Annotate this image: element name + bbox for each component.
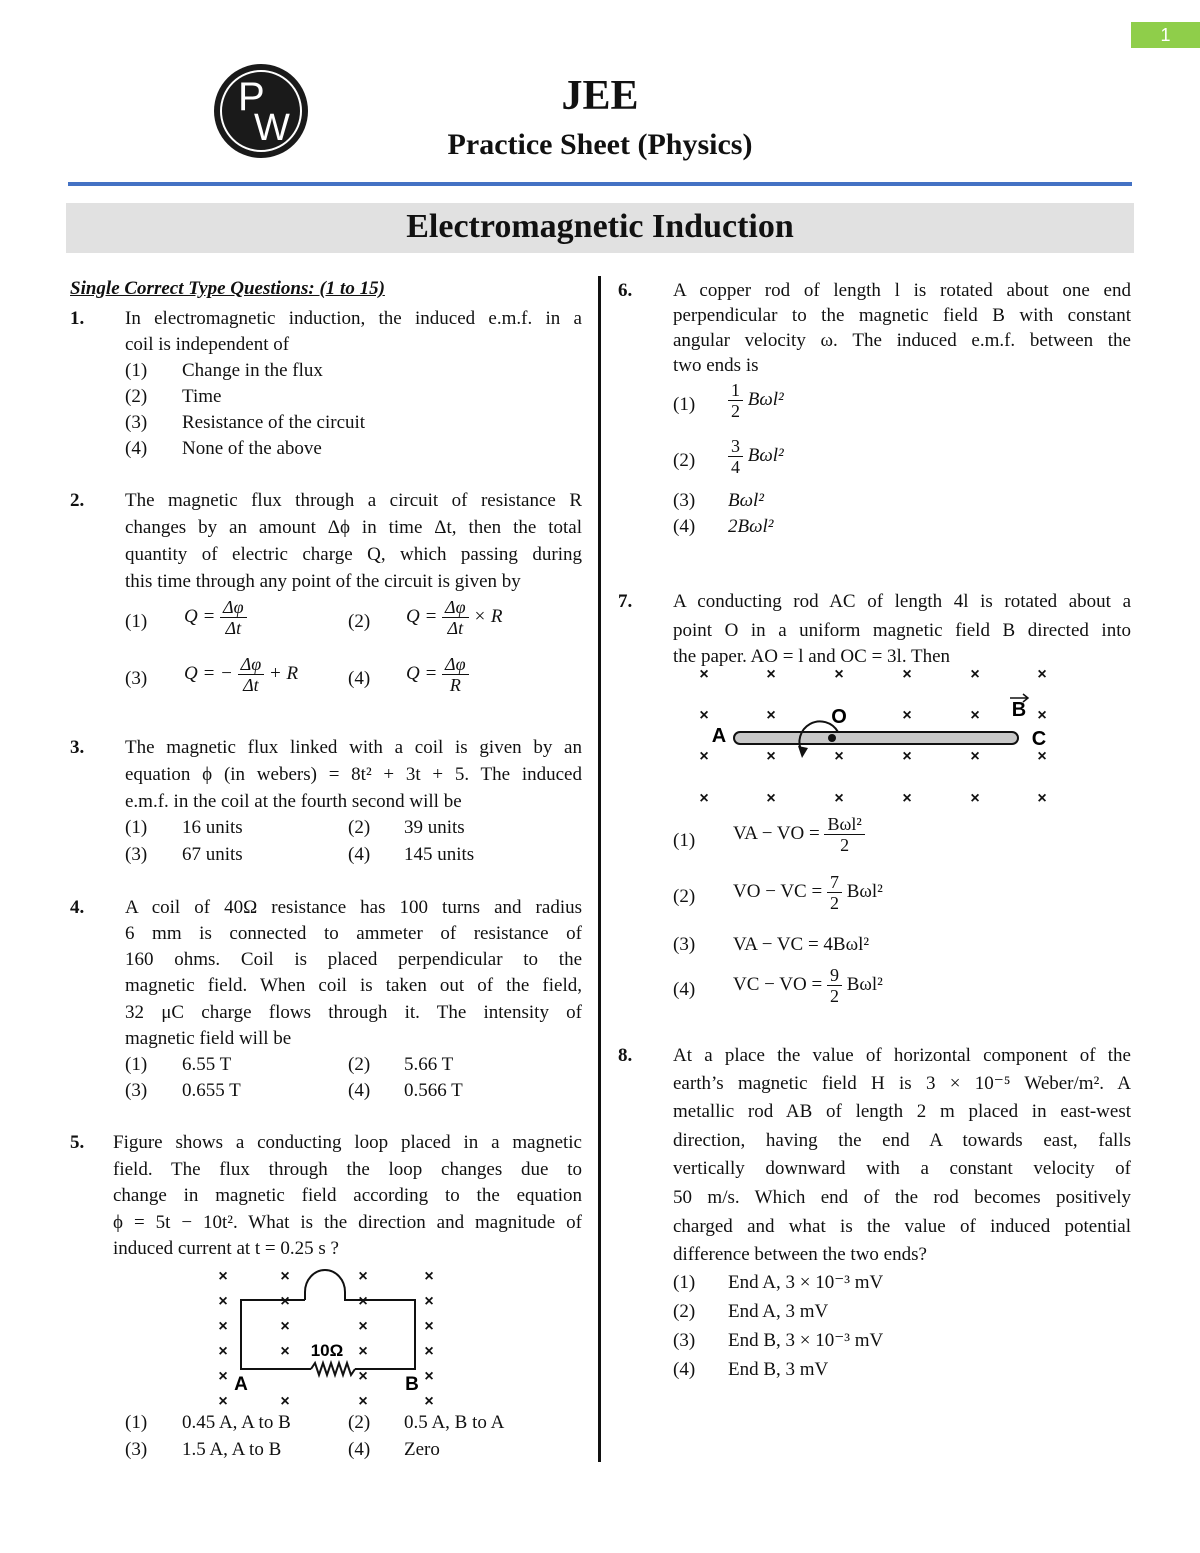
- q2-option-3-numerator: Δφ: [238, 654, 265, 675]
- question-5-line-1: Figure shows a conducting loop placed in a magnetic: [113, 1132, 582, 1153]
- q5-loop-figure: [205, 1262, 455, 1412]
- q7-field-mark: ×: [902, 707, 912, 724]
- q7-option-1-fraction: [824, 814, 864, 855]
- q7-field-mark: ×: [902, 666, 912, 683]
- question-8-line-2: earth’s magnetic field H is 3 × 10⁻⁵ Weber/m². A: [673, 1073, 1131, 1094]
- q2-option-3-expr: [184, 654, 298, 695]
- question-3-line-1: The magnetic flux linked with a coil is given by an: [125, 737, 582, 758]
- q5-field-mark: ×: [280, 1393, 290, 1410]
- q2-option-3-tail: + R: [268, 662, 299, 684]
- q7-option-4-lhs: VC − VO =: [733, 973, 823, 995]
- q5-label-a: A: [234, 1374, 248, 1395]
- q5-field-mark: ×: [358, 1393, 368, 1410]
- q7-field-mark: ×: [699, 790, 709, 807]
- q7-field-mark: ×: [1037, 790, 1047, 807]
- question-8-line-8: difference between the two ends?: [673, 1244, 927, 1265]
- q7-field-mark: ×: [766, 748, 776, 765]
- q5-label-b: B: [405, 1374, 419, 1395]
- q7-option-1-expr: [733, 814, 865, 855]
- q5-field-mark: ×: [358, 1318, 368, 1335]
- logo-w-letter: W: [254, 107, 290, 149]
- question-8-line-4: direction, having the end A towards east, falls: [673, 1130, 1131, 1151]
- q2-option-4-denominator: R: [449, 675, 461, 695]
- question-3-line-2: equation ϕ (in webers) = 8t² + 3t + 5. The induced: [125, 764, 582, 785]
- q5-field-mark: ×: [424, 1318, 434, 1335]
- q3-option-1-text: 16 units: [182, 817, 243, 838]
- question-4-line-2: 6 mm is connected to ammeter of resistance of: [125, 923, 582, 944]
- q2-option-3-fraction: [238, 654, 265, 695]
- q7-rod-figure: [690, 660, 1060, 810]
- q7-field-mark: ×: [699, 748, 709, 765]
- question-8-line-7: charged and what is the value of induced potential: [673, 1216, 1131, 1237]
- q7-option-1-num: (1): [673, 830, 696, 851]
- question-5-line-3: change in magnetic field according to the equation: [113, 1185, 582, 1206]
- q7-field-mark: ×: [970, 707, 980, 724]
- question-3-line-3: e.m.f. in the coil at the fourth second will be: [125, 791, 462, 812]
- q6-option-2-numerator: 3: [728, 436, 743, 457]
- q7-field-mark: ×: [1037, 748, 1047, 765]
- q7-field-mark: ×: [834, 748, 844, 765]
- q5-resistor: [311, 1363, 355, 1375]
- q5-field-mark: ×: [424, 1268, 434, 1285]
- q7-label-a: A: [711, 725, 727, 747]
- q8-option-2-num: (2): [673, 1301, 696, 1322]
- q7-label-c: C: [1031, 728, 1047, 750]
- q5-field-mark: ×: [218, 1343, 228, 1360]
- q7-field-mark: ×: [766, 790, 776, 807]
- q6-option-1-num: (1): [673, 394, 696, 415]
- q7-field-mark: ×: [1037, 666, 1047, 683]
- q7-field-mark: ×: [699, 707, 709, 724]
- q5-field-mark: ×: [358, 1343, 368, 1360]
- q7-option-2-denominator: 2: [829, 893, 839, 913]
- q5-field-mark: ×: [280, 1268, 290, 1285]
- q7-label-o: O: [831, 706, 847, 728]
- logo-p-letter: P: [238, 75, 265, 119]
- q1-option-4-num: (4): [125, 438, 148, 459]
- q7-field-mark: ×: [834, 666, 844, 683]
- q3-option-3-num: (3): [125, 844, 148, 865]
- q6-option-1-fraction: [728, 380, 743, 421]
- q1-option-1-text: Change in the flux: [182, 360, 323, 381]
- q5-option-4-text: Zero: [404, 1439, 440, 1460]
- q7-field-mark: ×: [766, 707, 776, 724]
- q2-option-1-num: (1): [125, 611, 148, 632]
- q6-option-1-numerator: 1: [728, 380, 743, 401]
- q7-option-3-num: (3): [673, 934, 696, 955]
- question-6-number: 6.: [618, 280, 633, 301]
- q7-label-b: B: [1011, 699, 1027, 721]
- question-4-line-3: 160 ohms. Coil is placed perpendicular to the: [125, 949, 582, 970]
- q5-field-mark: ×: [218, 1318, 228, 1335]
- question-5-number: 5.: [70, 1132, 85, 1153]
- q7-option-2-fraction: [827, 872, 842, 913]
- q8-option-3-text: End B, 3 × 10⁻³ mV: [728, 1330, 884, 1351]
- q7-field-mark: ×: [699, 666, 709, 683]
- q2-option-3-lhs: Q = −: [184, 662, 233, 684]
- q4-option-1-num: (1): [125, 1054, 148, 1075]
- q2-option-3-denominator: Δt: [243, 675, 259, 695]
- question-3-number: 3.: [70, 737, 85, 758]
- question-5-line-4: ϕ = 5t − 10t². What is the direction and magnitude of: [113, 1212, 582, 1233]
- q4-option-4-text: 0.566 T: [404, 1080, 463, 1101]
- q6-option-3-num: (3): [673, 490, 696, 511]
- q5-option-4-num: (4): [348, 1439, 371, 1460]
- question-1-line-1: In electromagnetic induction, the induced e.m.f. in a: [125, 308, 582, 329]
- q7-option-1-lhs: VA − VO =: [733, 822, 820, 844]
- q5-option-2-num: (2): [348, 1412, 371, 1433]
- q5-field-mark: ×: [280, 1343, 290, 1360]
- q4-option-2-num: (2): [348, 1054, 371, 1075]
- q5-field-mark: ×: [424, 1368, 434, 1385]
- question-2-line-3: quantity of electric charge Q, which passing during: [125, 544, 582, 565]
- q1-option-3-num: (3): [125, 412, 148, 433]
- q5-field-mark: ×: [280, 1293, 290, 1310]
- q8-option-1-num: (1): [673, 1272, 696, 1293]
- question-8-line-5: vertically downward with a constant velocity of: [673, 1158, 1131, 1179]
- q7-option-4-num: (4): [673, 979, 696, 1000]
- question-6-line-2: perpendicular to the magnetic field B with constant: [673, 305, 1131, 326]
- q2-option-4-lhs: Q =: [406, 662, 438, 684]
- q7-option-2-expr: [733, 872, 883, 913]
- q5-field-mark: ×: [218, 1293, 228, 1310]
- question-8-line-3: metallic rod AB of length 2 m placed in east-west: [673, 1101, 1131, 1122]
- q7-option-4-numerator: 9: [827, 965, 842, 986]
- q4-option-3-num: (3): [125, 1080, 148, 1101]
- q3-option-4-num: (4): [348, 844, 371, 865]
- q1-option-2-text: Time: [182, 386, 222, 407]
- q8-option-4-num: (4): [673, 1359, 696, 1380]
- q6-option-4-text: 2Bωl²: [728, 516, 774, 537]
- q5-field-mark: ×: [280, 1318, 290, 1335]
- q3-option-3-text: 67 units: [182, 844, 243, 865]
- header-rule: [68, 182, 1132, 186]
- q6-option-2-num: (2): [673, 450, 696, 471]
- q7-field-mark: ×: [902, 790, 912, 807]
- q7-field-mark: ×: [970, 748, 980, 765]
- q4-option-2-text: 5.66 T: [404, 1054, 454, 1075]
- q8-option-2-text: End A, 3 mV: [728, 1301, 829, 1322]
- q7-option-4-expr: [733, 965, 883, 1006]
- q1-option-3-text: Resistance of the circuit: [182, 412, 366, 433]
- q1-option-1-num: (1): [125, 360, 148, 381]
- q7-option-2-tail: Bωl²: [846, 880, 883, 902]
- q6-option-1-expr: [728, 380, 784, 421]
- q1-option-4-text: None of the above: [182, 438, 322, 459]
- q7-option-1-denominator: 2: [840, 835, 850, 855]
- q5-field-mark: ×: [424, 1393, 434, 1410]
- q5-field-mark: ×: [358, 1368, 368, 1385]
- q2-option-2-numerator: Δφ: [442, 597, 469, 618]
- q2-option-4-expr: [406, 654, 469, 695]
- q2-option-2-fraction: [442, 597, 469, 638]
- q2-option-2-denominator: Δt: [447, 618, 464, 638]
- q2-option-1-expr: [184, 597, 247, 638]
- q5-field-mark: ×: [424, 1343, 434, 1360]
- question-7-line-2: point O in a uniform magnetic field B directed into: [673, 620, 1131, 641]
- q4-option-1-text: 6.55 T: [182, 1054, 232, 1075]
- question-8-line-6: 50 m/s. Which end of the rod becomes positively: [673, 1187, 1131, 1208]
- q2-option-4-num: (4): [348, 668, 371, 689]
- page-number-badge: 1: [1131, 22, 1200, 48]
- q4-option-3-text: 0.655 T: [182, 1080, 241, 1101]
- question-4-line-4: magnetic field. When coil is taken out of the field,: [125, 975, 582, 996]
- q7-pivot: [828, 734, 836, 742]
- q7-field-mark: ×: [834, 790, 844, 807]
- question-1-number: 1.: [70, 308, 85, 329]
- q5-option-2-text: 0.5 A, B to A: [404, 1412, 505, 1433]
- q4-option-4-num: (4): [348, 1080, 371, 1101]
- question-4-line-1: A coil of 40Ω resistance has 100 turns and radius: [125, 897, 582, 918]
- q6-option-2-denominator: 4: [731, 457, 740, 477]
- q2-option-4-fraction: [442, 654, 469, 695]
- q7-field-mark: ×: [970, 790, 980, 807]
- header-subtitle: Practice Sheet (Physics): [447, 128, 753, 161]
- q3-option-2-num: (2): [348, 817, 371, 838]
- q5-field-mark: ×: [424, 1293, 434, 1310]
- topic-title: Electromagnetic Induction: [66, 203, 1134, 253]
- question-6-line-4: two ends is: [673, 355, 759, 376]
- q7-option-1-numerator: Bωl²: [824, 814, 864, 835]
- question-2-line-1: The magnetic flux through a circuit of resistance R: [125, 490, 582, 511]
- q2-option-3-num: (3): [125, 668, 148, 689]
- q3-option-2-text: 39 units: [404, 817, 465, 838]
- q5-option-3-text: 1.5 A, A to B: [182, 1439, 282, 1460]
- q7-option-2-lhs: VO − VC =: [733, 880, 823, 902]
- q7-option-3-text: VA − VC = 4Bωl²: [733, 934, 870, 955]
- section-heading: Single Correct Type Questions: (1 to 15): [70, 278, 385, 299]
- q5-field-mark: ×: [358, 1293, 368, 1310]
- q7-field-mark: ×: [970, 666, 980, 683]
- question-5-line-2: field. The flux through the loop changes due to: [113, 1159, 582, 1180]
- question-2-number: 2.: [70, 490, 85, 511]
- q6-option-2-tail: Bωl²: [747, 444, 784, 466]
- q2-option-2-tail: × R: [473, 605, 503, 627]
- q7-field-mark: ×: [766, 666, 776, 683]
- q2-option-2-lhs: Q =: [406, 605, 438, 627]
- question-2-line-2: changes by an amount Δϕ in time Δt, then the total: [125, 517, 582, 538]
- header-title: JEE: [561, 73, 639, 119]
- q5-field-mark: ×: [218, 1368, 228, 1385]
- q2-option-1-numerator: Δφ: [220, 597, 247, 618]
- q5-option-1-text: 0.45 A, A to B: [182, 1412, 291, 1433]
- q3-option-1-num: (1): [125, 817, 148, 838]
- q6-option-1-tail: Bωl²: [747, 388, 784, 410]
- q7-option-4-fraction: [827, 965, 842, 1006]
- q8-option-4-text: End B, 3 mV: [728, 1359, 829, 1380]
- question-8-number: 8.: [618, 1045, 633, 1066]
- column-divider: [598, 276, 601, 1462]
- q7-rod: [734, 732, 1018, 744]
- q6-option-2-fraction: [728, 436, 743, 477]
- q7-option-4-tail: Bωl²: [846, 973, 883, 995]
- question-7-number: 7.: [618, 591, 633, 612]
- q6-option-3-text: Bωl²: [728, 490, 764, 511]
- q6-option-1-denominator: 2: [731, 401, 740, 421]
- q7-rotation-arrowhead: [798, 746, 808, 758]
- q5-field-mark: ×: [218, 1393, 228, 1410]
- question-6-line-1: A copper rod of length l is rotated about one end: [673, 280, 1131, 301]
- question-6-line-3: angular velocity ω. The induced e.m.f. between the: [673, 330, 1131, 351]
- question-2-line-4: this time through any point of the circuit is given by: [125, 571, 521, 592]
- q5-option-3-num: (3): [125, 1439, 148, 1460]
- q1-option-2-num: (2): [125, 386, 148, 407]
- q6-option-4-num: (4): [673, 516, 696, 537]
- q2-option-1-fraction: [220, 597, 247, 638]
- q5-field-mark: ×: [358, 1268, 368, 1285]
- q7-field-mark: ×: [902, 748, 912, 765]
- q2-option-1-lhs: Q =: [184, 605, 216, 627]
- question-4-line-5: 32 μC charge flows through it. The intensity of: [125, 1002, 582, 1023]
- q7-option-2-numerator: 7: [827, 872, 842, 893]
- q8-option-3-num: (3): [673, 1330, 696, 1351]
- q5-field-mark: ×: [218, 1268, 228, 1285]
- question-7-line-1: A conducting rod AC of length 4l is rotated about a: [673, 591, 1131, 612]
- question-7-line-3: the paper. AO = l and OC = 3l. Then: [673, 646, 951, 667]
- q7-option-2-num: (2): [673, 886, 696, 907]
- question-5-line-5: induced current at t = 0.25 s ?: [113, 1238, 339, 1259]
- q2-option-4-numerator: Δφ: [442, 654, 469, 675]
- q2-option-1-denominator: Δt: [225, 618, 242, 638]
- question-1-line-2: coil is independent of: [125, 334, 290, 355]
- q6-option-2-expr: [728, 436, 784, 477]
- question-4-number: 4.: [70, 897, 85, 918]
- q2-option-2-num: (2): [348, 611, 371, 632]
- q7-option-4-denominator: 2: [829, 986, 839, 1006]
- question-4-line-6: magnetic field will be: [125, 1028, 292, 1049]
- q2-option-2-expr: [406, 597, 503, 638]
- q8-option-1-text: End A, 3 × 10⁻³ mV: [728, 1272, 884, 1293]
- q7-field-mark: ×: [1037, 707, 1047, 724]
- q5-option-1-num: (1): [125, 1412, 148, 1433]
- question-8-line-1: At a place the value of horizontal component of the: [673, 1045, 1131, 1066]
- q3-option-4-text: 145 units: [404, 844, 475, 865]
- q5-resistor-label: 10Ω: [310, 1341, 344, 1360]
